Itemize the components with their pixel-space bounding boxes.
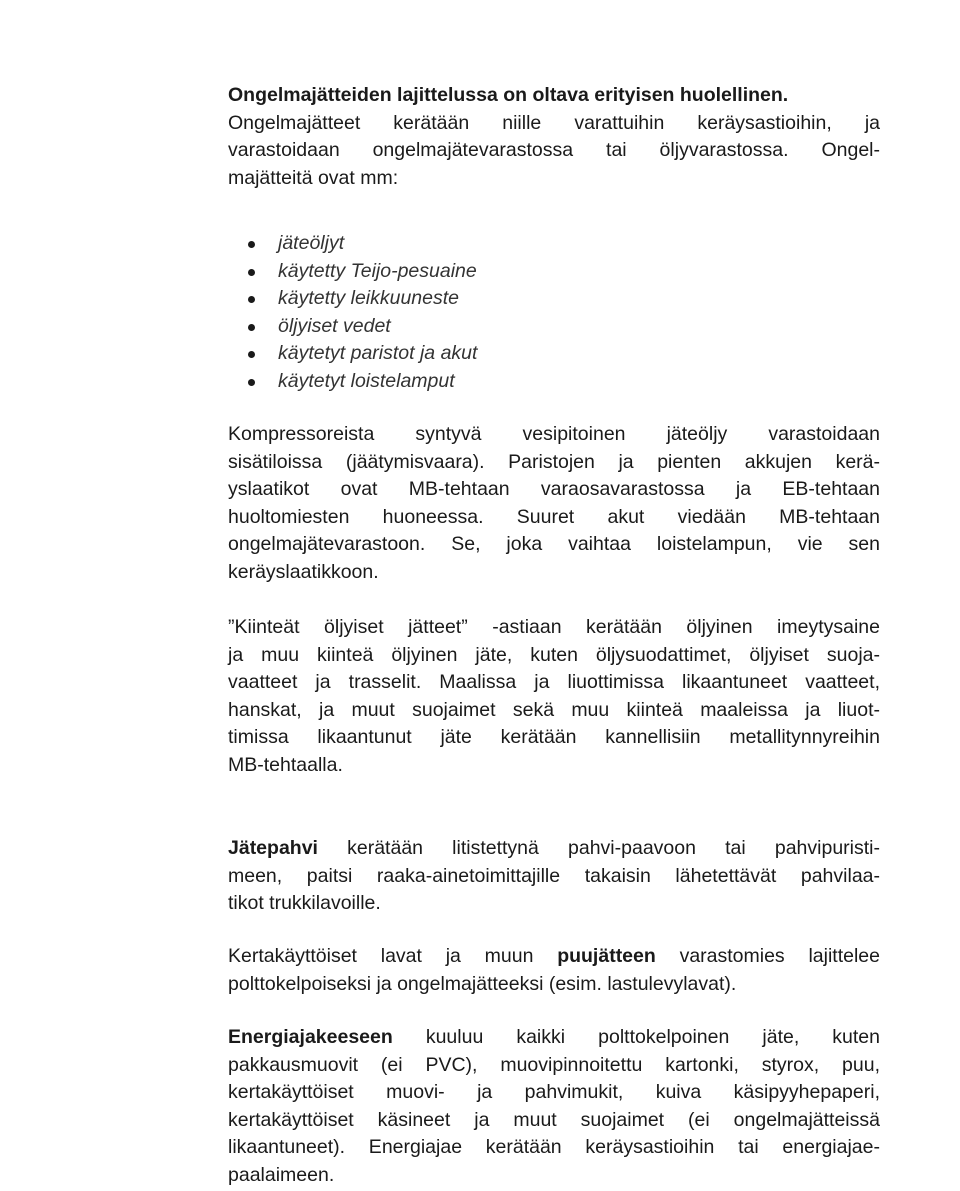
paragraph-line: kertakäyttöiset käsineet ja muut suojaimet (ei ongelmajätteissä (228, 1108, 880, 1131)
paragraph-line: MB-tehtaalla. (228, 753, 343, 776)
section-cardboard-waste (228, 835, 880, 918)
paragraph-line: meen, paitsi raaka-ainetoimittajille takaisin lähetettävät pahvilaa- (228, 864, 880, 887)
paragraph-line: huoltomiesten huoneessa. Suuret akut viedään MB-tehtaan (228, 505, 880, 528)
section-energy-fraction (228, 1024, 880, 1189)
paragraph-line: paalaimeen. (228, 1163, 335, 1186)
paragraph-line: keräyslaatikkoon. (228, 560, 379, 583)
list-item: käytetyt loistelamput (228, 368, 880, 396)
paragraph-line: Kompressoreista syntyvä vesipitoinen jäteöljy varastoidaan (228, 423, 880, 445)
keyword-cardboard: Jätepahvi (228, 837, 318, 859)
paragraph-line: Ongelmajätteet kerätään niille varattuihin keräysastioihin, ja (228, 111, 880, 134)
bullet-icon (248, 241, 255, 248)
section-heading: Ongelmajätteiden lajittelussa on oltava erityisen huolellinen. (228, 84, 789, 106)
section-wood-waste (228, 943, 880, 998)
paragraph-line: sisätiloissa (jäätymisvaara). Paristojen ja pienten akkujen kerä- (228, 450, 880, 473)
paragraph-line: likaantuneet). Energiajae kerätään keräysastioihin tai energiajae- (228, 1136, 880, 1158)
keyword-energy-fraction: Energiajakeeseen (228, 1026, 393, 1048)
section-hazardous-waste-intro (228, 82, 880, 192)
list-item: käytetyt paristot ja akut (228, 340, 880, 368)
paragraph-line: ”Kiinteät öljyiset jätteet” -astiaan kerätään öljyinen imeytysaine (228, 616, 880, 638)
bullet-icon (248, 379, 255, 386)
list-item: käytetty leikkuuneste (228, 285, 880, 313)
bullet-icon (248, 296, 255, 303)
paragraph-line: timissa likaantunut jäte kerätään kannellisiin metallitynnyreihin (228, 726, 880, 748)
paragraph-line: Kertakäyttöiset lavat ja muun puujätteen varastomies lajittelee (228, 945, 880, 967)
paragraph-line: hanskat, ja muut suojaimet sekä muu kiinteä maaleissa ja liuot- (228, 698, 880, 721)
list-item: jäteöljyt (228, 230, 880, 258)
paragraph-line: ongelmajätevarastoon. Se, joka vaihtaa loistelampun, vie sen (228, 533, 880, 555)
paragraph-line: polttokelpoiseksi ja ongelmajätteeksi (esim. lastulevylavat). (228, 972, 737, 995)
bullet-icon (248, 324, 255, 331)
paragraph-line: pakkausmuovit (ei PVC), muovipinnoitettu kartonki, styrox, puu, (228, 1053, 880, 1076)
paragraph-line: vaatteet ja trasselit. Maalissa ja liuottimissa likaantuneet vaatteet, (228, 671, 880, 693)
section-solid-oily-waste (228, 614, 880, 779)
list-item: käytetty Teijo-pesuaine (228, 258, 880, 286)
paragraph-line: yslaatikot ovat MB-tehtaan varaosavarastossa ja EB-tehtaan (228, 478, 880, 500)
paragraph-line: ja muu kiinteä öljyinen jäte, kuten öljysuodattimet, öljyiset suoja- (228, 643, 880, 666)
paragraph-line: varastoidaan ongelmajätevarastossa tai öljyvarastossa. Ongel- (228, 139, 880, 161)
section-compressor-oil (228, 421, 880, 586)
paragraph-line: tikot trukkilavoille. (228, 892, 381, 914)
paragraph-line: Energiajakeeseen kuuluu kaikki polttokelpoinen jäte, kuten (228, 1026, 880, 1048)
keyword-wood-waste: puujätteen (557, 945, 656, 967)
list-item: öljyiset vedet (228, 313, 880, 341)
bullet-icon (248, 351, 255, 358)
bullet-icon (248, 269, 255, 276)
paragraph-line: majätteitä ovat mm: (228, 166, 399, 189)
paragraph-line: Jätepahvi kerätään litistettynä pahvi-paavoon tai pahvipuristi- (228, 837, 880, 859)
hazardous-waste-list (228, 230, 880, 395)
paragraph-line: kertakäyttöiset muovi- ja pahvimukit, kuiva käsipyyhepaperi, (228, 1081, 880, 1103)
